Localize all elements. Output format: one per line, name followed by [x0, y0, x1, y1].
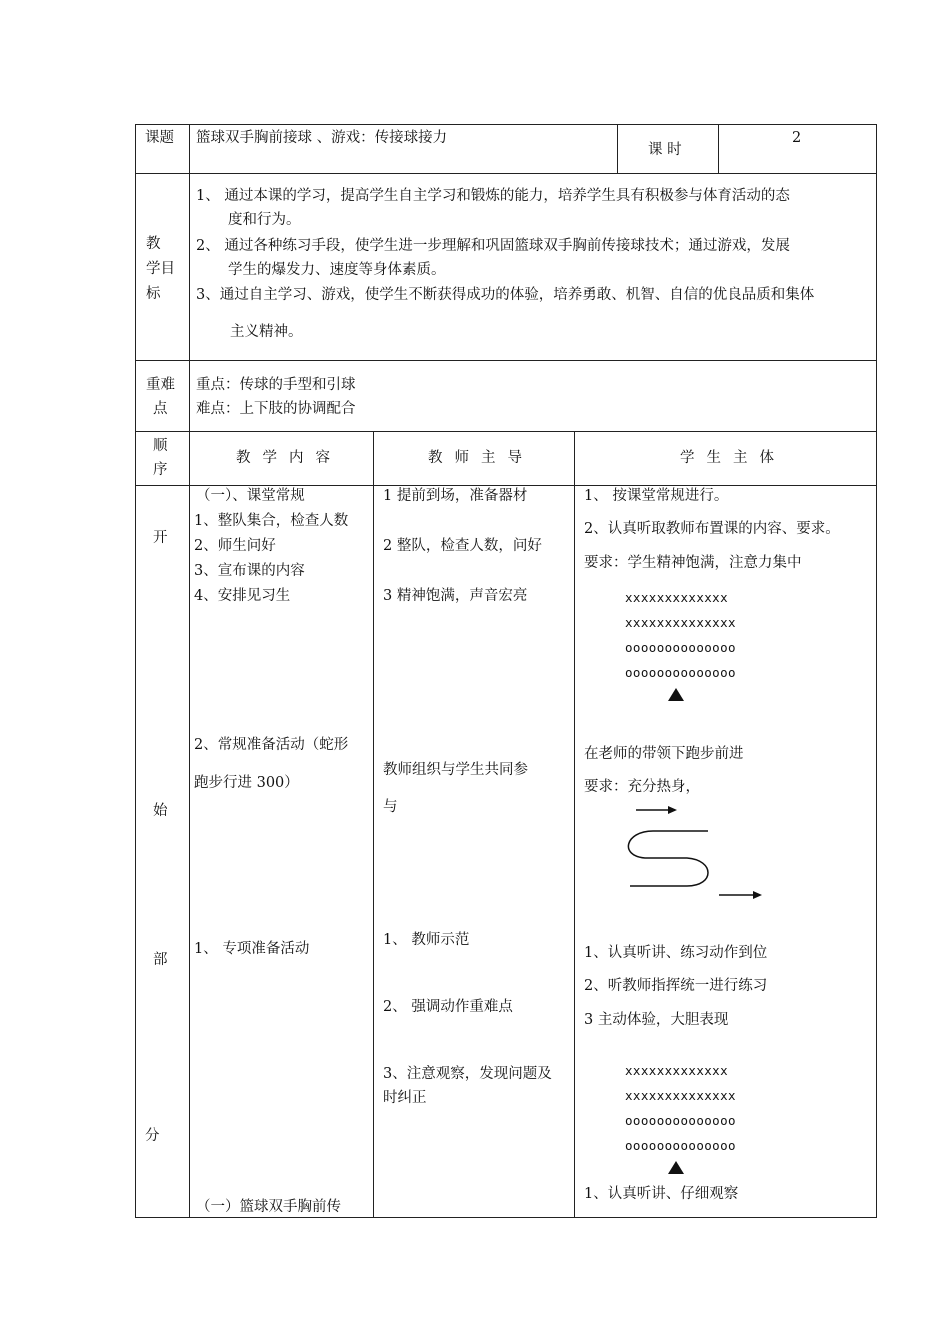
teacher-item-3: 3 精神饱满，声音宏亮	[383, 588, 528, 604]
col-divider-student	[574, 431, 575, 1218]
row-divider-columns	[135, 431, 877, 432]
formation-2-row-1: xxxxxxxxxxxxx	[625, 1063, 729, 1078]
formation-2-row-2: xxxxxxxxxxxxxx	[625, 1088, 736, 1103]
key-point: 重点：传球的手型和引球	[196, 377, 356, 393]
section-label-2: 始	[153, 803, 168, 819]
col-divider-label	[189, 124, 190, 1218]
difficult-point: 难点：上下肢的协调配合	[196, 401, 356, 417]
chest-pass-title: （一）篮球双手胸前传	[196, 1199, 341, 1215]
goals-label-1: 教	[146, 236, 161, 252]
teacher-position-icon-2	[668, 1161, 684, 1174]
teacher-item-1: 1 提前到场，准备器材	[383, 488, 528, 504]
row-divider-goals	[135, 173, 877, 174]
table-border-top	[135, 124, 877, 125]
topic-label: 课题	[145, 130, 174, 146]
teacher-item-7-line-2: 时纠正	[383, 1090, 427, 1106]
teacher-item-5: 1、 教师示范	[383, 932, 470, 948]
table-border-left	[135, 124, 136, 1218]
teacher-item-7-line-1: 3、注意观察，发现问题及	[383, 1066, 552, 1082]
order-header-1: 顺	[153, 438, 168, 454]
routine-title: （一）、课堂常规	[196, 488, 305, 504]
routine-item-4: 4、安排见习生	[194, 588, 291, 604]
formation-1-row-3: oooooooooooooo	[625, 640, 736, 655]
warmup-line-2: 跑步行进 300）	[194, 775, 299, 791]
keypoints-label-1: 重难	[146, 377, 175, 393]
student-item-5: 要求：充分热身，	[584, 779, 700, 795]
goal-1-line-2: 度和行为。	[228, 212, 301, 228]
col-divider-teacher	[373, 431, 374, 1218]
goal-2-line-1: 2、 通过各种练习手段，使学生进一步理解和巩固篮球双手胸前传接球技术；通过游戏，发展	[196, 238, 790, 254]
section-label-3: 部	[153, 952, 168, 968]
student-item-6: 1、认真听讲、练习动作到位	[584, 945, 768, 961]
order-header-2: 序	[153, 462, 168, 478]
col-divider-hours-label	[617, 124, 618, 174]
student-item-9: 1、认真听讲、仔细观察	[584, 1186, 739, 1202]
student-item-4: 在老师的带领下跑步前进	[584, 746, 744, 762]
col-divider-hours-value	[718, 124, 719, 174]
formation-1-row-2: xxxxxxxxxxxxxx	[625, 615, 736, 630]
goal-1-line-1: 1、 通过本课的学习，提高学生自主学习和锻炼的能力，培养学生具有积极参与体育活动的态	[196, 188, 790, 204]
teacher-item-2: 2 整队，检查人数，问好	[383, 538, 542, 554]
routine-item-1: 1、整队集合，检查人数	[194, 513, 349, 529]
formation-2-row-4: oooooooooooooo	[625, 1138, 736, 1153]
hours-value: 2	[792, 130, 802, 146]
special-warmup: 1、 专项准备活动	[194, 941, 310, 957]
teacher-item-4-line-1: 教师组织与学生共同参	[383, 762, 528, 778]
student-item-1: 1、 按课堂常规进行。	[584, 488, 729, 504]
teacher-position-icon	[668, 688, 684, 701]
student-item-7: 2、听教师指挥统一进行练习	[584, 978, 768, 994]
section-label-1: 开	[153, 530, 168, 546]
student-header: 学生主体	[680, 450, 786, 466]
student-item-3: 要求：学生精神饱满，注意力集中	[584, 555, 802, 571]
teacher-header: 教师主导	[428, 450, 534, 466]
row-divider-keypoints	[135, 360, 877, 361]
table-border-right	[876, 124, 877, 1218]
keypoints-label-2: 点	[153, 401, 168, 417]
goal-3-line-1: 3、通过自主学习、游戏，使学生不断获得成功的体验，培养勇敢、机智、自信的优良品质和集体	[196, 287, 815, 303]
snake-path	[628, 831, 708, 886]
formation-2-row-3: oooooooooooooo	[625, 1113, 736, 1128]
content-header: 教学内容	[236, 450, 342, 466]
table-border-bottom	[135, 1217, 877, 1218]
warmup-line-1: 2、常规准备活动（蛇形	[194, 737, 349, 753]
student-item-2: 2、认真听取教师布置课的内容、要求。	[584, 521, 840, 537]
goals-label-2: 学目	[146, 261, 175, 277]
goal-3-line-2: 主义精神。	[230, 324, 303, 340]
routine-item-2: 2、师生问好	[194, 538, 276, 554]
student-item-8: 3 主动体验，大胆表现	[584, 1012, 729, 1028]
topic-value: 篮球双手胸前接球 、游戏：传接球接力	[196, 130, 448, 146]
hours-label: 课 时	[648, 142, 682, 158]
teacher-item-6: 2、 强调动作重难点	[383, 999, 513, 1015]
formation-1-row-1: xxxxxxxxxxxxx	[625, 590, 729, 605]
section-label-4: 分	[145, 1128, 160, 1144]
snake-run-diagram	[615, 800, 775, 910]
routine-item-3: 3、宣布课的内容	[194, 563, 305, 579]
goals-label-3: 标	[146, 286, 161, 302]
formation-1-row-4: oooooooooooooo	[625, 665, 736, 680]
teacher-item-4-line-2: 与	[383, 799, 398, 815]
goal-2-line-2: 学生的爆发力、速度等身体素质。	[228, 262, 446, 278]
